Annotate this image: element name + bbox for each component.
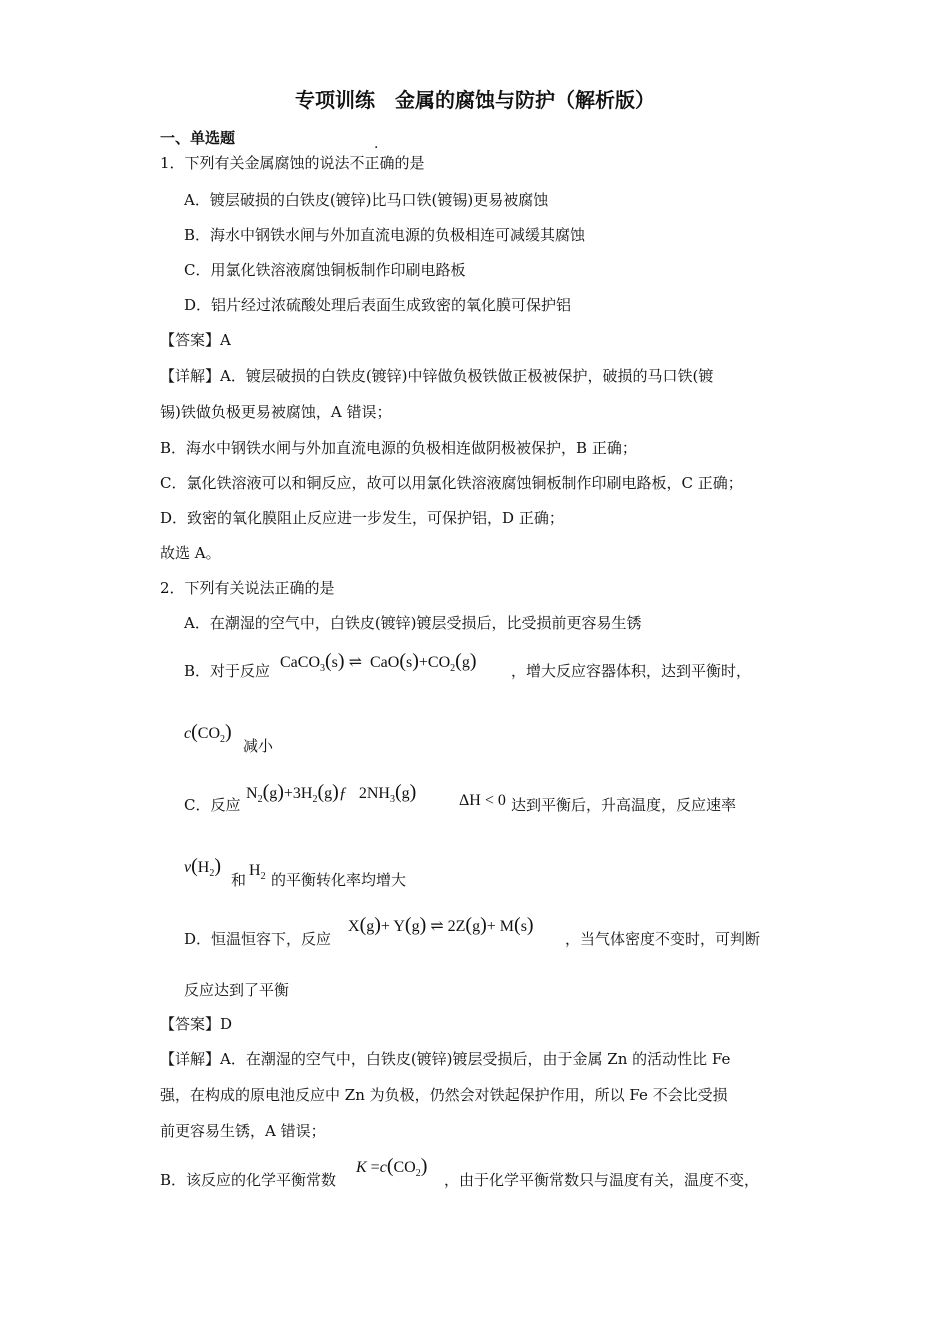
q1-detail-line: B．海水中钢铁水闸与外加直流电源的负极相连做阴极被保护，B 正确；: [160, 439, 637, 457]
eq-text: H: [197, 859, 210, 876]
q2-option-d-suffix: ，当气体密度不变时，可判断: [565, 930, 761, 948]
q2-option-c-and: 和: [231, 871, 247, 889]
eq-text: + M: [486, 918, 515, 935]
eq-sub: 2: [220, 734, 226, 745]
eq-text: +3H: [283, 785, 313, 802]
eq-text: CO: [197, 725, 221, 742]
eq-text: c: [379, 1159, 387, 1176]
eq-sub: 2: [257, 794, 263, 805]
page-title: 专项训练 金属的腐蚀与防护（解析版）: [295, 88, 655, 112]
eq-text: CO: [393, 1159, 416, 1176]
q2-option-b-line2: 减小: [243, 737, 274, 755]
eq-text: + Y: [380, 918, 405, 935]
q1-detail-line: 故选 A。: [160, 544, 221, 562]
eq-text: s: [520, 918, 527, 935]
eq-sub: 2: [312, 794, 318, 805]
eq-text: X: [348, 918, 360, 935]
eq-text: =: [370, 1159, 380, 1176]
q2-detail-b-suffix: ，由于化学平衡常数只与温度有关，温度不变，: [444, 1171, 760, 1189]
eq-text: g: [269, 785, 278, 802]
q2-detail-line: 前更容易生锈，A 错误；: [160, 1122, 326, 1140]
q2-option-c-prefix: C．反应: [184, 796, 241, 814]
eq-text: g: [324, 785, 333, 802]
q2-option-b-prefix: B．对于反应: [184, 662, 271, 680]
q2-option-d-line2: 反应达到了平衡: [184, 981, 290, 999]
eq-text: s: [331, 654, 338, 671]
q1-option-d: D．铝片经过浓硫酸处理后表面生成致密的氧化膜可保护铝: [184, 296, 572, 314]
equation-k: $K =c(CO_2)$: [356, 1155, 428, 1179]
q1-detail-line: 【详解】A．镀层破损的白铁皮(镀锌)中锌做负极铁做正极被保护，破损的马口铁(镀: [160, 367, 714, 385]
q1-detail-line: C．氯化铁溶液可以和铜反应，故可以用氯化铁溶液腐蚀铜板制作印刷电路板，C 正确；: [160, 474, 743, 492]
q1-detail-line: 锡)铁做负极更易被腐蚀，A 错误；: [160, 403, 392, 421]
q2-option-c-line2: 的平衡转化率均增大: [271, 871, 407, 889]
eq-sub: 3: [320, 663, 325, 674]
q1-detail-line: D．致密的氧化膜阻止反应进一步发生，可保护铝，D 正确；: [160, 509, 564, 527]
eq-text: v: [184, 859, 192, 876]
eq-text: ⇌ 2Z: [430, 918, 466, 935]
eq-text: g: [366, 918, 375, 935]
q2-option-d-prefix: D．恒温恒容下，反应: [184, 930, 332, 948]
eq-sub: 2: [450, 663, 456, 674]
eq-sub: 2: [209, 868, 215, 879]
equation-c: $N_2(g)+3H_2(g)ƒ$ $2NH_3(g)$: [246, 781, 417, 805]
equation-b: CaCO$_3$(s) ⇌ $CaO(s)+CO_2(g)$: [280, 650, 477, 674]
delta-h: ΔH < 0: [459, 792, 506, 809]
q1-answer: 【答案】A: [160, 331, 231, 349]
section-heading: 一、单选题: [160, 129, 236, 147]
eq-sub: 2: [260, 871, 266, 882]
q2-option-c-suffix: 达到平衡后，升高温度，反应速率: [511, 796, 737, 814]
eq-text: g: [472, 918, 481, 935]
eq-text: H: [249, 862, 261, 879]
q2-detail-line: 强，在构成的原电池反应中 Zn 为负极，仍然会对铁起保护作用，所以 Fe 不会比受损: [160, 1086, 728, 1104]
q2-detail-line: 【详解】A．在潮湿的空气中，白铁皮(镀锌)镀层受损后，由于金属 Zn 的活动性比 Fe: [160, 1050, 731, 1068]
q2-stem: 2．下列有关说法正确的是: [160, 579, 335, 597]
eq-text: g: [401, 785, 410, 802]
eq-text: CO: [427, 654, 451, 671]
eq-text: c: [184, 725, 192, 742]
q2-answer: 【答案】D: [160, 1015, 233, 1033]
eq-text: s: [405, 654, 413, 671]
q1-option-a: A．镀层破损的白铁皮(镀锌)比马口铁(镀锡)更易被腐蚀: [184, 191, 549, 209]
q1-stem: 1．下列有关金属腐蚀的说法不正确的是: [160, 154, 425, 172]
equation-c-co2: $c(CO_2)$: [184, 721, 232, 745]
eq-sub: 3: [389, 794, 395, 805]
q2-option-b-suffix: ，增大反应容器体积，达到平衡时，: [511, 662, 752, 680]
equilibrium-arrow-icon: ƒ: [338, 785, 347, 802]
eq-text: g: [411, 918, 420, 935]
eq-text: 2NH: [358, 785, 390, 802]
equation-v-h2: $v(H_2)$: [184, 855, 222, 879]
q1-option-c: C．用氯化铁溶液腐蚀铜板制作印刷电路板: [184, 261, 466, 279]
equation-h2: [249, 861, 266, 887]
eq-text: N: [246, 785, 258, 802]
emphasis-dot: ·: [374, 140, 379, 156]
eq-text: g: [461, 654, 470, 671]
eq-sub: 2: [415, 1168, 421, 1179]
q1-option-b: B．海水中钢铁水闸与外加直流电源的负极相连可减缓其腐蚀: [184, 226, 586, 244]
eq-text: K: [356, 1159, 367, 1176]
equilibrium-arrow-icon: ⇌: [348, 654, 362, 671]
q2-detail-b-prefix: B．该反应的化学平衡常数: [160, 1171, 337, 1189]
eq-text: CaO: [369, 654, 400, 671]
eq-text: +: [418, 654, 428, 671]
q2-option-a: A．在潮湿的空气中，白铁皮(镀锌)镀层受损后，比受损前更容易生锈: [184, 614, 642, 632]
equation-d: X(g)+ Y(g) ⇌ 2Z(g)+ M(s): [348, 914, 534, 936]
eq-text: CaCO: [280, 654, 320, 671]
